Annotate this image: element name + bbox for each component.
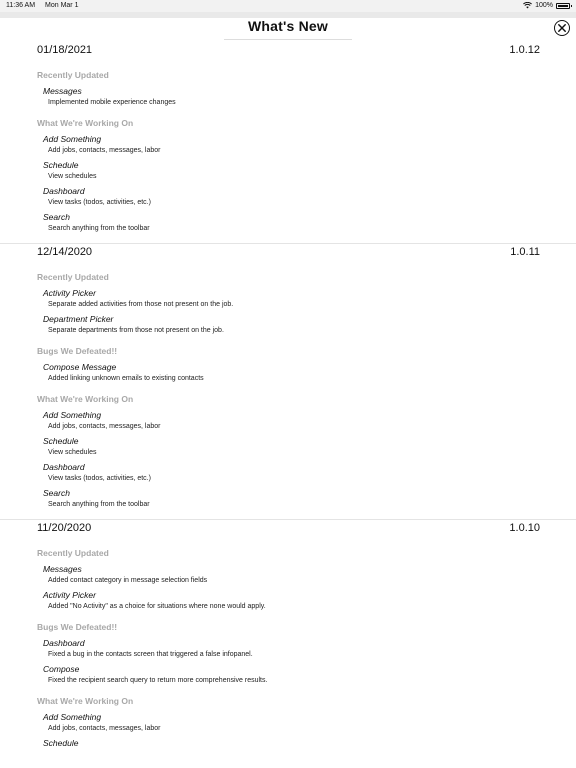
feature-name: Messages [43,564,82,574]
release-header [37,44,539,59]
feature-name: Add Something [43,712,102,722]
feature-description: View tasks (todos, activities, etc.) [48,475,151,482]
feature-description: Fixed the recipient search query to return more comprehensive results. [48,677,268,684]
feature-item [43,158,539,181]
release-version: 1.0.12 [509,44,540,56]
feature-description: Fixed a bug in the contacts screen that triggered a false infopanel. [48,651,253,658]
feature-name: Dashboard [43,638,85,648]
feature-description: Search anything from the toolbar [48,225,150,232]
whats-new-sheet [0,12,576,768]
status-date: Mon Mar 1 [45,2,79,9]
section-title: Recently Updated [37,70,109,80]
feature-name: Messages [43,86,82,96]
feature-description: Added "No Activity" as a choice for situations where none would apply. [48,603,266,610]
feature-name: Dashboard [43,186,85,196]
section-title: Bugs We Defeated!! [37,622,118,632]
feature-name: Search [43,488,70,498]
feature-name: Activity Picker [43,590,96,600]
feature-item [43,312,539,335]
release-section [37,622,539,685]
feature-item [43,286,539,309]
feature-item [43,132,539,155]
feature-item [43,408,539,431]
feature-item [43,588,539,611]
feature-item [43,486,539,509]
release-section [37,394,539,509]
feature-item [43,434,539,457]
wifi-icon [523,2,532,9]
feature-item [43,662,539,685]
release-section [37,346,539,383]
feature-name: Compose Message [43,362,117,372]
sheet-header [0,16,576,38]
feature-description: Add jobs, contacts, messages, labor [48,147,161,154]
section-title: What We're Working On [37,696,134,706]
release-date: 01/18/2021 [37,44,93,56]
release-entry [0,246,576,520]
feature-description: View tasks (todos, activities, etc.) [48,199,151,206]
feature-name: Schedule [43,738,79,748]
release-version: 1.0.10 [509,522,540,534]
feature-item [43,460,539,483]
feature-name: Schedule [43,160,79,170]
feature-description: Added linking unknown emails to existing contacts [48,375,204,382]
feature-description: Separate departments from those not present on the job. [48,327,224,334]
feature-description: View schedules [48,449,97,456]
section-title: Bugs We Defeated!! [37,346,118,356]
feature-name: Dashboard [43,462,85,472]
release-entry [0,44,576,244]
title-underline [224,39,352,40]
battery-icon [556,3,570,9]
feature-name: Add Something [43,410,102,420]
feature-description: Separate added activities from those not present on the job. [48,301,234,308]
feature-item [43,710,539,733]
feature-item [43,360,539,383]
section-title: What We're Working On [37,394,134,404]
release-section [37,696,539,750]
feature-name: Schedule [43,436,79,446]
release-version: 1.0.11 [510,246,540,258]
release-entry [0,522,576,750]
status-right [523,2,570,9]
section-title: Recently Updated [37,272,109,282]
release-section [37,272,539,335]
release-header [37,246,539,261]
feature-description: Add jobs, contacts, messages, labor [48,423,161,430]
feature-name: Compose [43,664,80,674]
feature-item [43,636,539,659]
status-time: 11:36 AM [6,2,36,9]
release-section [37,70,539,107]
feature-name: Add Something [43,134,102,144]
close-button[interactable] [554,20,570,36]
feature-item [43,184,539,207]
status-left [6,2,86,9]
release-section [37,118,539,233]
release-divider [0,243,576,244]
status-bar [0,0,576,12]
close-icon [558,24,566,32]
feature-description: Search anything from the toolbar [48,501,150,508]
feature-item [43,562,539,585]
feature-item [43,736,539,750]
release-divider [0,519,576,520]
feature-description: View schedules [48,173,97,180]
release-section [37,548,539,611]
release-date: 11/20/2020 [37,522,92,534]
feature-description: Add jobs, contacts, messages, labor [48,725,161,732]
feature-name: Activity Picker [43,288,96,298]
section-title: Recently Updated [37,548,109,558]
page-title: What's New [247,18,328,34]
feature-item [43,210,539,233]
section-title: What We're Working On [37,118,134,128]
feature-description: Added contact category in message selection fields [48,577,208,584]
feature-name: Search [43,212,70,222]
release-header [37,522,539,537]
release-list[interactable] [0,42,576,750]
feature-item [43,84,539,107]
release-date: 12/14/2020 [37,246,93,258]
battery-percent: 100% [535,2,553,9]
feature-name: Department Picker [43,314,114,324]
feature-description: Implemented mobile experience changes [48,99,176,106]
